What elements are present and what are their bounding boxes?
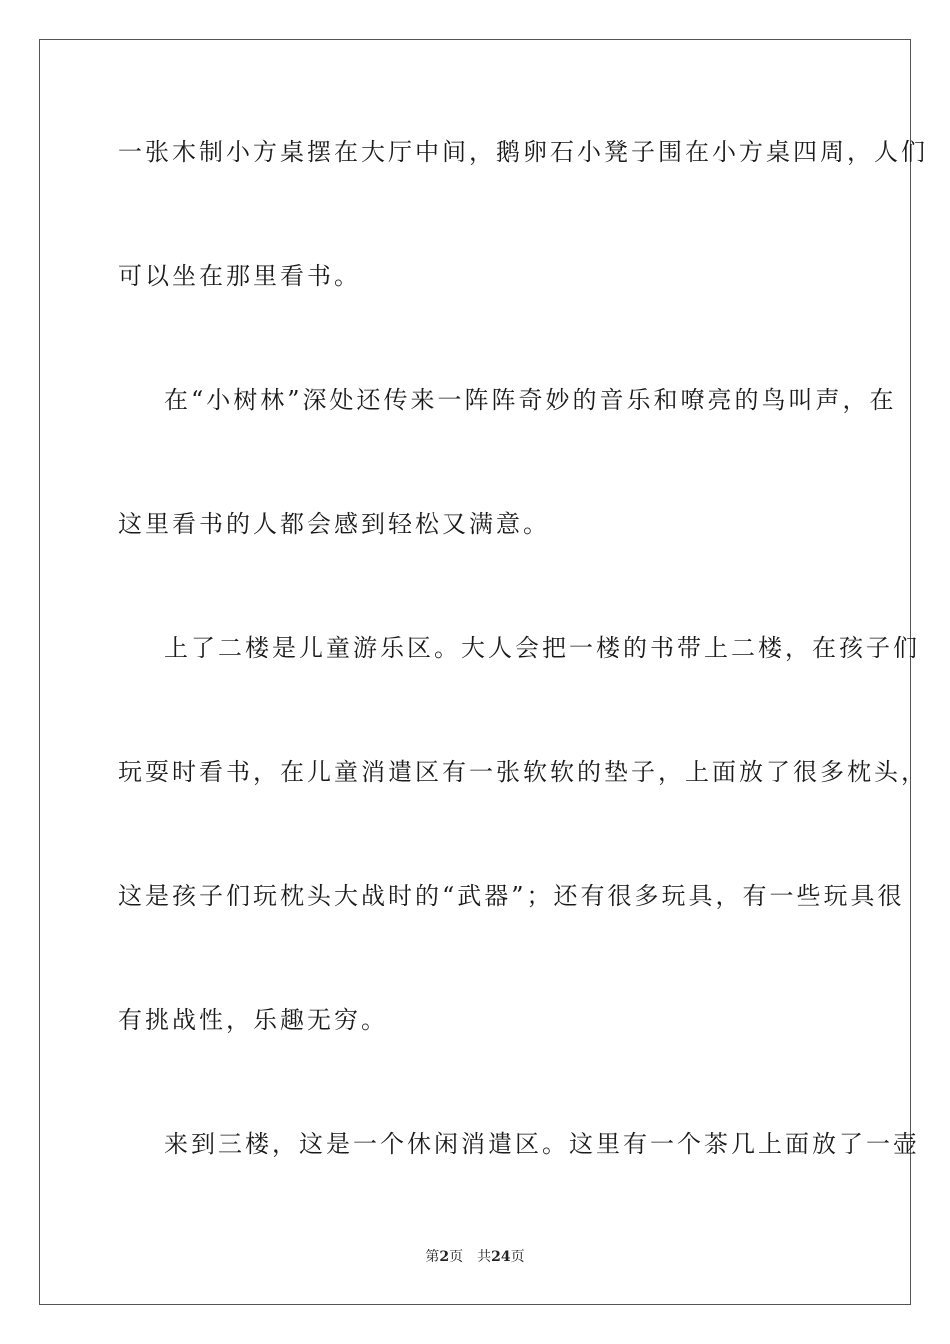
page-number: 2 — [439, 1249, 450, 1265]
total-pages: 24 — [491, 1249, 511, 1265]
paragraph-line-2: 可以坐在那里看书。 — [118, 262, 361, 290]
paragraph-line-1: 一张木制小方桌摆在大厅中间，鹅卵石小凳子围在小方桌四周，人们 — [118, 138, 928, 166]
paragraph-line-6: 玩耍时看书，在儿童消遣区有一张软软的垫子，上面放了很多枕头， — [118, 758, 928, 786]
page-suffix: 页 — [449, 1249, 464, 1265]
paragraph-line-8: 有挑战性，乐趣无穷。 — [118, 1006, 388, 1034]
page-prefix: 第 — [425, 1249, 440, 1265]
paragraph-line-4: 这里看书的人都会感到轻松又满意。 — [118, 510, 550, 538]
page-border — [39, 39, 928, 1305]
total-prefix: 共 — [477, 1249, 492, 1265]
paragraph-line-9: 来到三楼，这是一个休闲消遣区。这里有一个茶几上面放了一壶 — [164, 1130, 920, 1158]
total-suffix: 页 — [510, 1249, 525, 1265]
paragraph-line-3: 在“小树林”深处还传来一阵阵奇妙的音乐和嘹亮的鸟叫声，在 — [164, 386, 897, 414]
paragraph-line-5: 上了二楼是儿童游乐区。大人会把一楼的书带上二楼，在孩子们 — [164, 634, 920, 662]
page-footer — [0, 1248, 950, 1266]
paragraph-line-7: 这是孩子们玩枕头大战时的“武器”；还有很多玩具，有一些玩具很 — [118, 882, 905, 910]
